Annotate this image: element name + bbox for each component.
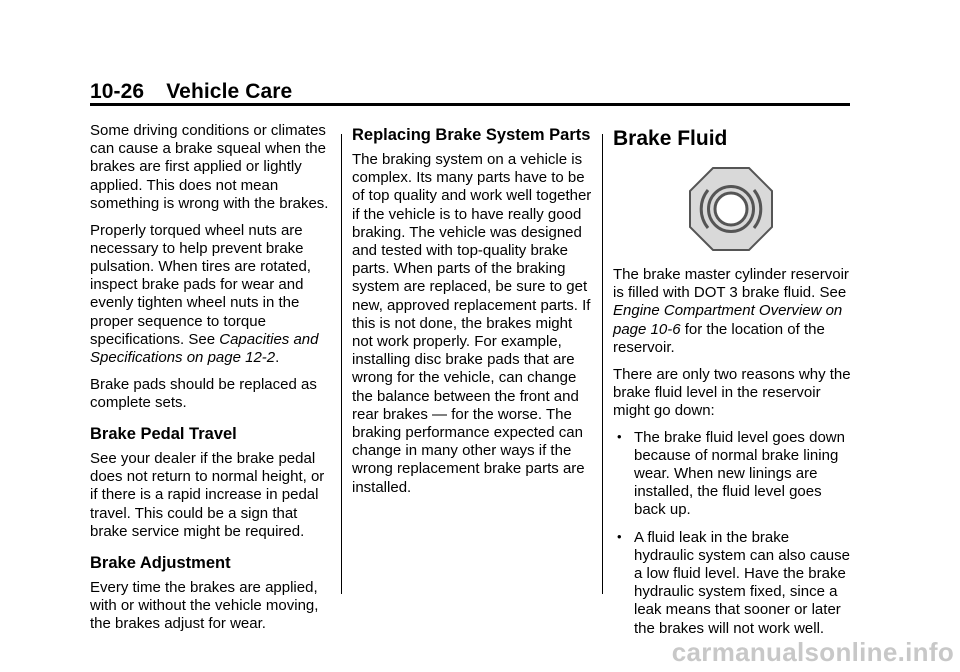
reasons-list [613, 429, 853, 638]
header-rule [90, 103, 850, 106]
heading-brake-adjustment: Brake Adjustment [90, 554, 231, 573]
section-title: Vehicle Care [166, 80, 293, 103]
column-divider-1 [341, 134, 342, 594]
heading-brake-fluid: Brake Fluid [613, 127, 728, 150]
paragraph-pedal-travel: See your dealer if the brake pedal does not return to normal height, or if there is a rapid increase in pedal travel. This could be a sign that brake service might be required. [90, 450, 325, 540]
heading-replacing-parts: Replacing Brake System Parts [352, 126, 591, 144]
paragraph-brake-pads: Brake pads should be replaced as complete sets. [90, 375, 317, 411]
page-header [90, 80, 292, 104]
column-3 [613, 122, 853, 647]
list-item [613, 429, 853, 520]
paragraph-replacing-parts: The braking system on a vehicle is complex. Its many parts have to be of top quality and work well together if the vehicle is to have really good braking. The vehicle was designed and tested with top-quality brake parts. When parts of the braking system are replaced, be sure to get new, approved replacement parts. If this is not done, the brakes might not work properly. For example, installing disc brake pads that are wrong for the vehicle, can change the balance between the front and rear brakes — for the worse. The braking performance expected can change in many other ways if the wrong replacement brake parts are installed. [352, 151, 592, 496]
watermark: carmanualsonline.info [671, 637, 954, 667]
paragraph-brake-adjustment: Every time the brakes are applied, with or without the vehicle moving, the brakes adjust for wear. [90, 579, 319, 633]
paragraph-end: for the location of the reservoir. [613, 320, 825, 356]
cross-reference-link[interactable]: Capacities and Specifications on page 12-2 [90, 330, 319, 366]
list-item-text: The brake fluid level goes down because of normal brake lining wear. When new linings are installed, the fluid level goes back up. [634, 428, 845, 519]
brake-warning-icon [688, 166, 774, 252]
column-1 [90, 122, 330, 642]
paragraph-end: . [275, 348, 280, 366]
list-item-text: A fluid leak in the brake hydraulic system can also cause a low fluid level. Have the brake hydraulic system fixed, since a leak means that sooner or later the brakes will not work well. [634, 528, 850, 637]
paragraph-reservoir [613, 266, 853, 357]
column-2 [352, 122, 592, 505]
bullet-icon: • [617, 428, 622, 444]
column-divider-2 [602, 134, 603, 594]
paragraph-wheel-nuts [90, 222, 330, 368]
page-number: 10-26 [90, 80, 145, 103]
paragraph-two-reasons: There are only two reasons why the brake fluid level in the reservoir might go down: [613, 365, 851, 419]
paragraph-text: Properly torqued wheel nuts are necessary to help prevent brake pulsation. When tires are rotated, inspect brake pads for wear and evenly tighten wheel nuts in the proper sequence to torque specifications. See [90, 221, 311, 348]
cross-reference-link[interactable]: Engine Compartment Overview on page 10-6 [613, 302, 843, 338]
heading-brake-pedal-travel: Brake Pedal Travel [90, 425, 237, 444]
paragraph-text: The brake master cylinder reservoir is filled with DOT 3 brake fluid. See [613, 266, 849, 302]
bullet-icon: • [617, 528, 622, 544]
paragraph-brake-squeal: Some driving conditions or climates can cause a brake squeal when the brakes are first applied or lightly applied. This does not mean something is wrong with the brakes. [90, 122, 329, 212]
list-item [613, 529, 853, 638]
